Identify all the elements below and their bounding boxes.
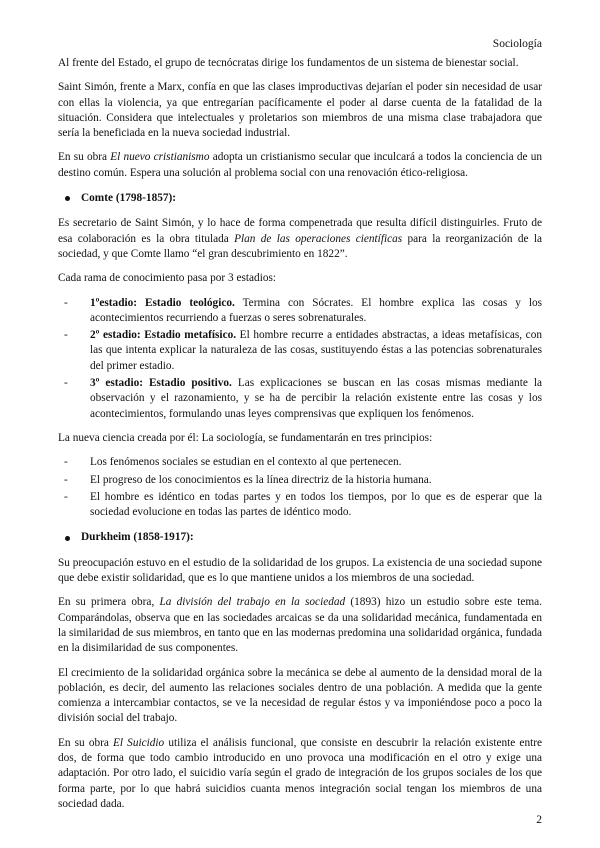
paragraph-nuevo-cristianismo: En su obra El nuevo cristianismo adopta un cristianismo secular que inculcará a todos la conciencia de un destino común. Espera una solución al problema social con una renovación ético-religiosa. [58,151,542,179]
paragraph-division-trabajo: En su primera obra, La división del trabajo en la sociedad (1893) hizo un estudio sobre este tema. Comparándolas, observa que en las sociedades arcaicas se da una solidaridad mecánica, fundamentada en la similaridad de sus miembros, en tanto que en las modernas predomina una solidaridad orgánica, fundada en la disimilaridad de sus componentes. [58,596,542,655]
list-item-estadio-3: - 3º estadio: Estadio positivo. Las explicaciones se buscan en las cosas mismas mediante la observación y el razonamiento, y se ha de percibir la relación existente entre las cosas y los acontecimientos, formulando unas leyes comprensivas que expliquen los fenómenos. [64,377,542,420]
paragraph-estado: Al frente del Estado, el grupo de tecnócratas dirige los fundamentos de un sistema de bienestar social. [58,57,519,69]
principios-list [58,455,542,520]
list-item-principio-2: - El progreso de los conocimientos es la línea directriz de la historia humana. [64,473,432,486]
list-item-estadio-1: - 1ºestadio: Estadio teológico. Termina con Sócrates. El hombre explica las cosas y los acontecimientos recurriendo a fuerzas o seres sobrenaturales. [64,296,542,324]
list-item-principio-3: - El hombre es idéntico en todas partes y en todos los tiempos, por lo que es de esperar que la sociedad evolucione en todas las partes de idéntico modo. [64,490,542,519]
paragraph-principios-intro: La nueva ciencia creada por él: La sociología, se fundamentarán en tres principios: [58,431,433,444]
section-heading-durkheim: Durkheim (1858-1917): [58,530,542,545]
estadios-list [58,296,542,422]
page-header: Sociología [492,38,542,50]
book-title: La división del trabajo en la sociedad [159,596,346,609]
list-item-estadio-2: - 2º estadio: Estadio metafísico. El hombre recurre a entidades abstractas, a ideas metafísicas, con las que intenta explicar la naturaleza de las cosas, sustituyendo éstas a las potencias sobrenaturales del primer estadio. [64,329,542,372]
paragraph-solidaridad: Su preocupación estuvo en el estudio de la solidaridad de los grupos. La existencia de una sociedad supone que debe existir solidaridad, que es lo que mantiene unidos a los miembros de una sociedad. [58,556,542,585]
paragraph-estadios-intro: Cada rama de conocimiento pasa por 3 estadios: [58,272,277,285]
list-item-principio-1: - Los fenómenos sociales se estudian en el contexto al que pertenecen. [64,456,402,469]
bullet-icon [65,536,70,541]
paragraph-saint-simon: Saint Simón, frente a Marx, confía en que las clases improductivas dejarían el poder sin necesidad de usar con ellas la violencia, ya que entregarían pacíficamente el poder al darse cuenta de la fatalidad de la situación. Considera que intelectuales y proletarios son miembros de una misma clase trabajadora que sería la beneficiada en la nueva sociedad industrial. [58,81,542,140]
bullet-icon [65,196,70,201]
book-title: El nuevo cristianismo [110,151,210,164]
paragraph-comte-secretario: Es secretario de Saint Simón, y lo hace de forma compenetrada que resulta difícil distinguirles. Fruto de esa colaboración es la obra titulada Plan de las operaciones científicas para la reorganización de la sociedad, y que Comte llamo “el gran descubrimiento en 1822”. [58,217,542,260]
paragraph-suicidio: En su obra El Suicidio utiliza el análisis funcional, que consiste en descubrir la relación existente entre dos, de forma que todo cambio introducido en uno provoca una modificación en el otro y exige una adaptación. Por otro lado, el suicidio varía según el grado de integración de los grupos sociales de los que forma parte, por lo que habrá suicidios cuanta menos integración social tengan los miembros de una sociedad dada. [58,736,543,810]
section-heading-comte: Comte (1798-1857): [58,191,542,206]
book-title: El Suicidio [113,736,165,749]
book-title: Plan de las operaciones científicas [234,232,403,245]
paragraph-crecimiento: El crecimiento de la solidaridad orgánica sobre la mecánica se debe al aumento de la densidad moral de la población, es decir, del aumento las relaciones sociales dentro de una población. A medida que la gente comienza a intercambiar contactos, se ve la necesidad de regular éstos y va imponiéndose poco a poco la división social del trabajo. [58,666,542,725]
page-content [58,56,542,821]
page-number: 2 [536,814,542,826]
